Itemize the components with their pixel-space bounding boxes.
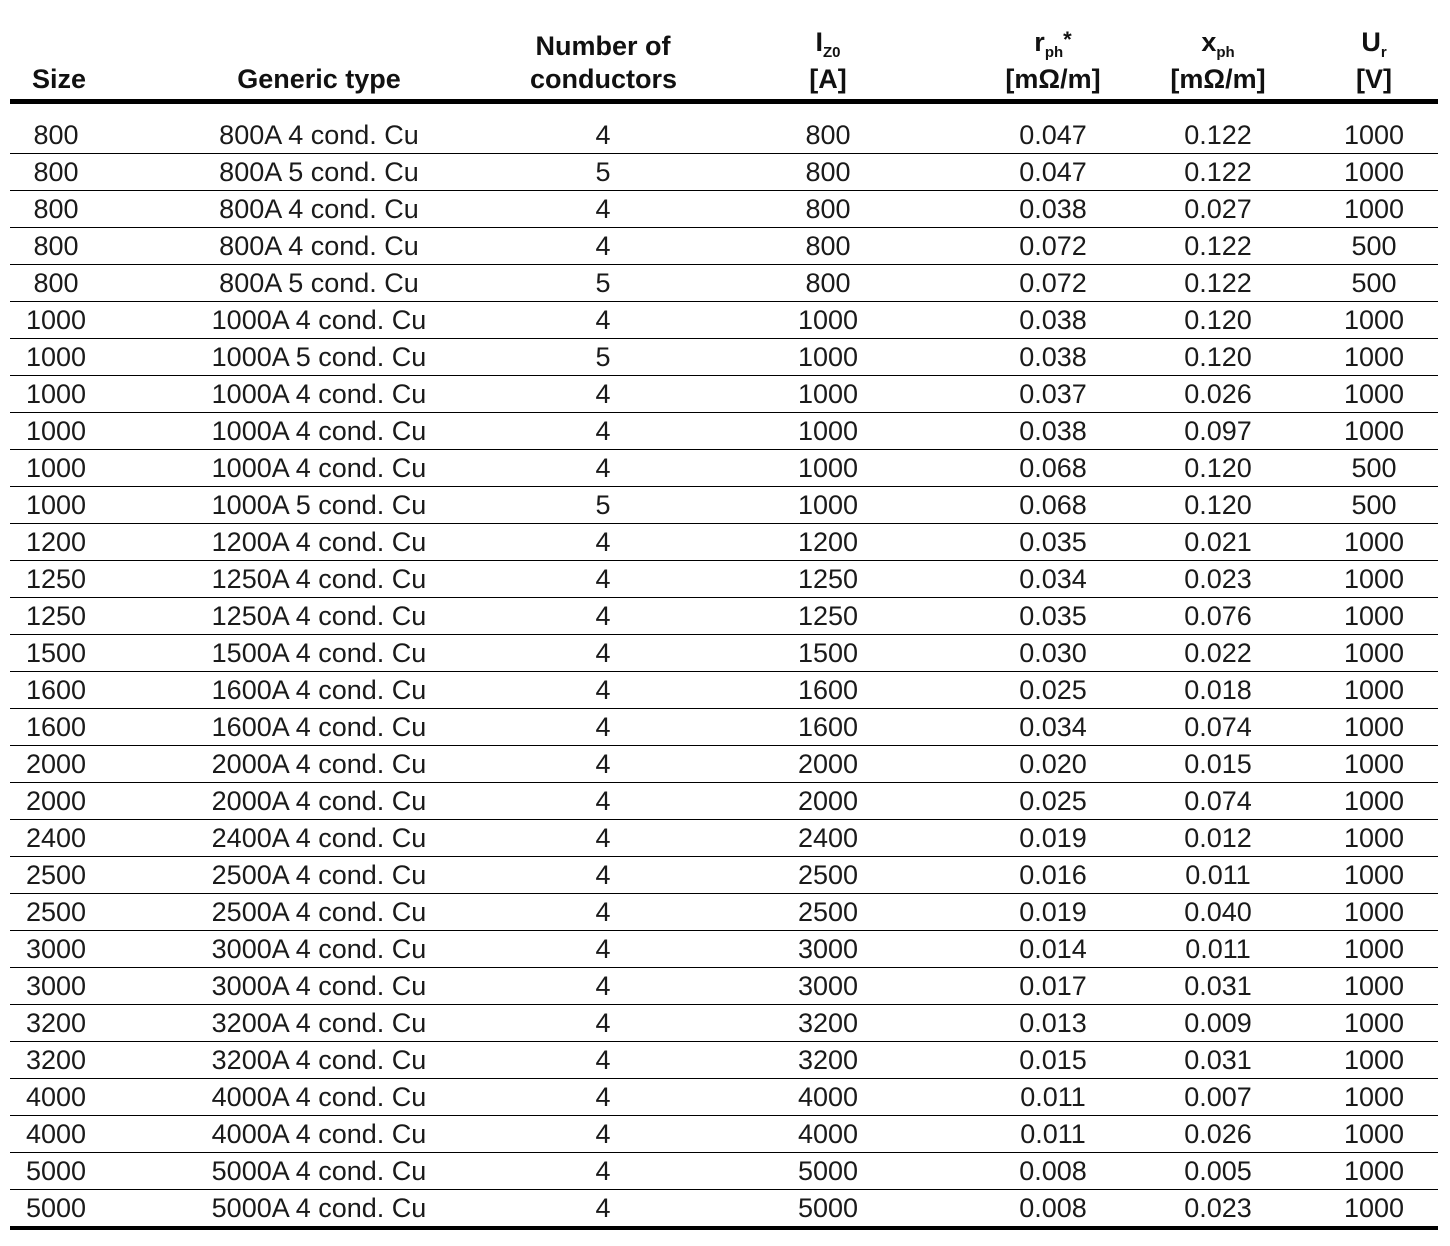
cell-xph: 0.031 [1126, 1042, 1310, 1079]
cell-number-of-conductors: 4 [530, 820, 676, 857]
cell-size: 800 [10, 117, 108, 154]
cell-ur: 1000 [1310, 1079, 1438, 1116]
cell-generic-type: 800A 4 cond. Cu [108, 117, 530, 154]
cell-number-of-conductors: 4 [530, 598, 676, 635]
cell-iz0: 3200 [676, 1042, 980, 1079]
header-xph-subscript: ph [1216, 44, 1235, 61]
cell-rph: 0.020 [980, 746, 1126, 783]
cell-size: 3000 [10, 968, 108, 1005]
table-row [10, 487, 1438, 524]
cell-ur: 500 [1310, 265, 1438, 302]
cell-generic-type: 1600A 4 cond. Cu [108, 672, 530, 709]
cell-xph: 0.007 [1126, 1079, 1310, 1116]
cell-xph: 0.022 [1126, 635, 1310, 672]
cell-size: 1600 [10, 672, 108, 709]
cell-size: 3200 [10, 1042, 108, 1079]
header-rph [980, 0, 1126, 102]
cell-number-of-conductors: 4 [530, 1005, 676, 1042]
cell-ur: 1000 [1310, 857, 1438, 894]
cell-number-of-conductors: 5 [530, 265, 676, 302]
cell-number-of-conductors: 4 [530, 450, 676, 487]
cell-xph: 0.011 [1126, 931, 1310, 968]
cell-number-of-conductors: 4 [530, 857, 676, 894]
cell-number-of-conductors: 4 [530, 191, 676, 228]
cell-iz0: 2000 [676, 746, 980, 783]
cell-ur: 500 [1310, 487, 1438, 524]
cell-size: 2400 [10, 820, 108, 857]
cell-size: 3200 [10, 1005, 108, 1042]
cell-rph: 0.068 [980, 487, 1126, 524]
cell-iz0: 2400 [676, 820, 980, 857]
cell-ur: 1000 [1310, 339, 1438, 376]
header-xph-unit: [mΩ/m] [1170, 64, 1266, 94]
cell-ur: 1000 [1310, 635, 1438, 672]
cell-iz0: 1000 [676, 376, 980, 413]
cell-xph: 0.122 [1126, 117, 1310, 154]
cell-iz0: 800 [676, 117, 980, 154]
table-row [10, 339, 1438, 376]
table-row [10, 191, 1438, 228]
cell-ur: 1000 [1310, 154, 1438, 191]
cell-iz0: 5000 [676, 1190, 980, 1229]
cell-rph: 0.072 [980, 228, 1126, 265]
cell-number-of-conductors: 4 [530, 746, 676, 783]
table-body [10, 102, 1438, 1229]
cell-number-of-conductors: 5 [530, 339, 676, 376]
busbar-data-table-container [10, 0, 1438, 1230]
table-row [10, 265, 1438, 302]
table-row [10, 117, 1438, 154]
cell-generic-type: 5000A 4 cond. Cu [108, 1153, 530, 1190]
cell-ur: 1000 [1310, 1116, 1438, 1153]
table-row [10, 1042, 1438, 1079]
cell-generic-type: 1600A 4 cond. Cu [108, 709, 530, 746]
cell-rph: 0.016 [980, 857, 1126, 894]
cell-iz0: 1000 [676, 450, 980, 487]
cell-rph: 0.008 [980, 1190, 1126, 1229]
cell-iz0: 800 [676, 228, 980, 265]
cell-iz0: 1600 [676, 672, 980, 709]
cell-xph: 0.074 [1126, 783, 1310, 820]
table-row [10, 746, 1438, 783]
cell-xph: 0.026 [1126, 376, 1310, 413]
cell-ur: 1000 [1310, 783, 1438, 820]
cell-generic-type: 800A 4 cond. Cu [108, 228, 530, 265]
cell-rph: 0.025 [980, 672, 1126, 709]
cell-ur: 1000 [1310, 117, 1438, 154]
table-row [10, 524, 1438, 561]
cell-size: 1200 [10, 524, 108, 561]
cell-xph: 0.120 [1126, 339, 1310, 376]
cell-size: 2000 [10, 783, 108, 820]
cell-number-of-conductors: 4 [530, 561, 676, 598]
cell-xph: 0.015 [1126, 746, 1310, 783]
cell-ur: 1000 [1310, 931, 1438, 968]
cell-generic-type: 1000A 4 cond. Cu [108, 413, 530, 450]
cell-number-of-conductors: 4 [530, 413, 676, 450]
cell-ur: 1000 [1310, 524, 1438, 561]
cell-size: 5000 [10, 1190, 108, 1229]
cell-iz0: 1600 [676, 709, 980, 746]
cell-rph: 0.068 [980, 450, 1126, 487]
header-iz0-subscript: Z0 [823, 44, 841, 61]
cell-ur: 1000 [1310, 376, 1438, 413]
cell-generic-type: 1000A 4 cond. Cu [108, 302, 530, 339]
cell-size: 3000 [10, 931, 108, 968]
cell-xph: 0.005 [1126, 1153, 1310, 1190]
table-row [10, 598, 1438, 635]
cell-number-of-conductors: 4 [530, 1190, 676, 1229]
cell-generic-type: 3000A 4 cond. Cu [108, 931, 530, 968]
cell-number-of-conductors: 4 [530, 1079, 676, 1116]
cell-size: 2000 [10, 746, 108, 783]
cell-size: 1000 [10, 302, 108, 339]
cell-iz0: 4000 [676, 1079, 980, 1116]
cell-rph: 0.035 [980, 524, 1126, 561]
table-row [10, 561, 1438, 598]
cell-rph: 0.047 [980, 117, 1126, 154]
cell-number-of-conductors: 4 [530, 117, 676, 154]
cell-xph: 0.026 [1126, 1116, 1310, 1153]
cell-xph: 0.122 [1126, 265, 1310, 302]
cell-xph: 0.076 [1126, 598, 1310, 635]
cell-iz0: 3000 [676, 968, 980, 1005]
cell-number-of-conductors: 4 [530, 931, 676, 968]
cell-rph: 0.037 [980, 376, 1126, 413]
cell-size: 2500 [10, 894, 108, 931]
table-row [10, 376, 1438, 413]
cell-generic-type: 1000A 5 cond. Cu [108, 339, 530, 376]
cell-rph: 0.015 [980, 1042, 1126, 1079]
cell-generic-type: 800A 4 cond. Cu [108, 191, 530, 228]
cell-size: 5000 [10, 1153, 108, 1190]
cell-xph: 0.011 [1126, 857, 1310, 894]
cell-generic-type: 4000A 4 cond. Cu [108, 1116, 530, 1153]
cell-rph: 0.072 [980, 265, 1126, 302]
table-row [10, 228, 1438, 265]
header-rph-asterisk: * [1063, 27, 1072, 52]
cell-iz0: 1250 [676, 598, 980, 635]
cell-size: 1250 [10, 561, 108, 598]
cell-size: 1000 [10, 339, 108, 376]
cell-ur: 1000 [1310, 191, 1438, 228]
cell-iz0: 1250 [676, 561, 980, 598]
cell-size: 800 [10, 228, 108, 265]
cell-ur: 1000 [1310, 672, 1438, 709]
cell-iz0: 3000 [676, 931, 980, 968]
cell-xph: 0.027 [1126, 191, 1310, 228]
cell-ur: 1000 [1310, 820, 1438, 857]
cell-size: 1600 [10, 709, 108, 746]
cell-xph: 0.122 [1126, 154, 1310, 191]
table-row [10, 968, 1438, 1005]
cell-iz0: 5000 [676, 1153, 980, 1190]
table-row [10, 709, 1438, 746]
cell-number-of-conductors: 5 [530, 487, 676, 524]
table-row [10, 820, 1438, 857]
cell-ur: 1000 [1310, 1153, 1438, 1190]
cell-xph: 0.012 [1126, 820, 1310, 857]
cell-generic-type: 2000A 4 cond. Cu [108, 783, 530, 820]
header-ur-unit: [V] [1356, 64, 1392, 94]
cell-generic-type: 2500A 4 cond. Cu [108, 894, 530, 931]
cell-ur: 1000 [1310, 746, 1438, 783]
cell-generic-type: 1500A 4 cond. Cu [108, 635, 530, 672]
cell-generic-type: 4000A 4 cond. Cu [108, 1079, 530, 1116]
table-row [10, 635, 1438, 672]
cell-ur: 1000 [1310, 1042, 1438, 1079]
cell-ur: 1000 [1310, 1005, 1438, 1042]
cell-number-of-conductors: 4 [530, 524, 676, 561]
cell-iz0: 1000 [676, 302, 980, 339]
cell-iz0: 1200 [676, 524, 980, 561]
cell-number-of-conductors: 4 [530, 635, 676, 672]
cell-number-of-conductors: 4 [530, 1153, 676, 1190]
cell-xph: 0.074 [1126, 709, 1310, 746]
cell-generic-type: 3000A 4 cond. Cu [108, 968, 530, 1005]
table-row [10, 154, 1438, 191]
cell-rph: 0.019 [980, 820, 1126, 857]
cell-size: 1000 [10, 450, 108, 487]
table-row [10, 450, 1438, 487]
cell-size: 800 [10, 265, 108, 302]
cell-ur: 1000 [1310, 413, 1438, 450]
cell-xph: 0.031 [1126, 968, 1310, 1005]
cell-rph: 0.011 [980, 1116, 1126, 1153]
header-rph-unit: [mΩ/m] [1005, 64, 1101, 94]
cell-xph: 0.097 [1126, 413, 1310, 450]
cell-size: 1000 [10, 413, 108, 450]
table-row [10, 783, 1438, 820]
table-header [10, 0, 1438, 102]
cell-iz0: 2500 [676, 894, 980, 931]
cell-generic-type: 800A 5 cond. Cu [108, 265, 530, 302]
cell-ur: 1000 [1310, 709, 1438, 746]
cell-size: 1000 [10, 376, 108, 413]
cell-number-of-conductors: 4 [530, 783, 676, 820]
cell-xph: 0.023 [1126, 1190, 1310, 1229]
cell-iz0: 2500 [676, 857, 980, 894]
cell-iz0: 1000 [676, 413, 980, 450]
cell-ur: 500 [1310, 228, 1438, 265]
cell-size: 800 [10, 154, 108, 191]
cell-xph: 0.023 [1126, 561, 1310, 598]
cell-iz0: 800 [676, 191, 980, 228]
cell-number-of-conductors: 4 [530, 672, 676, 709]
cell-size: 4000 [10, 1116, 108, 1153]
header-rph-symbol: r [1034, 27, 1045, 57]
table-row [10, 1005, 1438, 1042]
cell-size: 4000 [10, 1079, 108, 1116]
cell-xph: 0.021 [1126, 524, 1310, 561]
header-xph-symbol: x [1201, 27, 1217, 57]
cell-rph: 0.034 [980, 561, 1126, 598]
cell-xph: 0.040 [1126, 894, 1310, 931]
cell-rph: 0.019 [980, 894, 1126, 931]
header-size-label: Size [31, 64, 87, 94]
cell-rph: 0.038 [980, 191, 1126, 228]
cell-size: 1250 [10, 598, 108, 635]
cell-generic-type: 800A 5 cond. Cu [108, 154, 530, 191]
cell-xph: 0.009 [1126, 1005, 1310, 1042]
cell-generic-type: 3200A 4 cond. Cu [108, 1005, 530, 1042]
table-row [10, 1190, 1438, 1229]
cell-generic-type: 1000A 4 cond. Cu [108, 376, 530, 413]
busbar-data-table [10, 0, 1438, 1230]
cell-ur: 1000 [1310, 1190, 1438, 1229]
table-row [10, 894, 1438, 931]
cell-size: 2500 [10, 857, 108, 894]
cell-number-of-conductors: 4 [530, 376, 676, 413]
header-conductors-line1: Number of [535, 31, 671, 61]
cell-iz0: 800 [676, 265, 980, 302]
cell-generic-type: 2400A 4 cond. Cu [108, 820, 530, 857]
header-conductors-line2: conductors [530, 64, 678, 94]
table-row [10, 1079, 1438, 1116]
cell-generic-type: 1200A 4 cond. Cu [108, 524, 530, 561]
table-row [10, 1116, 1438, 1153]
cell-generic-type: 1250A 4 cond. Cu [108, 598, 530, 635]
cell-iz0: 2000 [676, 783, 980, 820]
header-xph [1126, 0, 1310, 102]
cell-iz0: 800 [676, 154, 980, 191]
header-spacer [10, 102, 1438, 118]
cell-xph: 0.120 [1126, 302, 1310, 339]
cell-ur: 500 [1310, 450, 1438, 487]
header-iz0-unit: [A] [809, 64, 847, 94]
cell-xph: 0.018 [1126, 672, 1310, 709]
header-ur [1310, 0, 1438, 102]
cell-rph: 0.017 [980, 968, 1126, 1005]
header-ur-symbol: U [1361, 27, 1381, 57]
table-row [10, 1153, 1438, 1190]
table-row [10, 413, 1438, 450]
cell-rph: 0.038 [980, 339, 1126, 376]
cell-iz0: 1000 [676, 487, 980, 524]
cell-iz0: 3200 [676, 1005, 980, 1042]
cell-xph: 0.120 [1126, 450, 1310, 487]
table-row [10, 857, 1438, 894]
cell-rph: 0.047 [980, 154, 1126, 191]
cell-ur: 1000 [1310, 598, 1438, 635]
cell-generic-type: 1250A 4 cond. Cu [108, 561, 530, 598]
cell-number-of-conductors: 4 [530, 968, 676, 1005]
cell-xph: 0.122 [1126, 228, 1310, 265]
cell-rph: 0.038 [980, 302, 1126, 339]
cell-rph: 0.034 [980, 709, 1126, 746]
cell-size: 800 [10, 191, 108, 228]
cell-rph: 0.014 [980, 931, 1126, 968]
header-row [10, 0, 1438, 102]
table-row [10, 931, 1438, 968]
spacer-cell [10, 102, 1438, 118]
cell-ur: 1000 [1310, 968, 1438, 1005]
header-ur-subscript: r [1380, 44, 1387, 61]
header-iz0 [676, 0, 980, 102]
cell-ur: 1000 [1310, 561, 1438, 598]
cell-number-of-conductors: 4 [530, 302, 676, 339]
header-rph-subscript: ph [1044, 44, 1064, 61]
cell-generic-type: 1000A 5 cond. Cu [108, 487, 530, 524]
cell-rph: 0.011 [980, 1079, 1126, 1116]
table-row [10, 672, 1438, 709]
header-generic-type-label: Generic type [237, 64, 401, 94]
cell-generic-type: 2500A 4 cond. Cu [108, 857, 530, 894]
cell-rph: 0.030 [980, 635, 1126, 672]
cell-rph: 0.008 [980, 1153, 1126, 1190]
header-generic-type [108, 0, 530, 102]
cell-size: 1000 [10, 487, 108, 524]
cell-number-of-conductors: 4 [530, 709, 676, 746]
cell-iz0: 1000 [676, 339, 980, 376]
cell-xph: 0.120 [1126, 487, 1310, 524]
header-number-of-conductors [530, 0, 676, 102]
header-iz0-symbol: I [815, 27, 823, 57]
cell-ur: 1000 [1310, 894, 1438, 931]
cell-size: 1500 [10, 635, 108, 672]
cell-generic-type: 1000A 4 cond. Cu [108, 450, 530, 487]
cell-number-of-conductors: 4 [530, 1042, 676, 1079]
cell-iz0: 4000 [676, 1116, 980, 1153]
cell-generic-type: 3200A 4 cond. Cu [108, 1042, 530, 1079]
header-size [10, 0, 108, 102]
cell-number-of-conductors: 4 [530, 228, 676, 265]
cell-ur: 1000 [1310, 302, 1438, 339]
cell-number-of-conductors: 5 [530, 154, 676, 191]
cell-rph: 0.038 [980, 413, 1126, 450]
cell-rph: 0.025 [980, 783, 1126, 820]
cell-number-of-conductors: 4 [530, 1116, 676, 1153]
cell-rph: 0.035 [980, 598, 1126, 635]
cell-number-of-conductors: 4 [530, 894, 676, 931]
cell-iz0: 1500 [676, 635, 980, 672]
cell-generic-type: 2000A 4 cond. Cu [108, 746, 530, 783]
cell-generic-type: 5000A 4 cond. Cu [108, 1190, 530, 1229]
cell-rph: 0.013 [980, 1005, 1126, 1042]
table-row [10, 302, 1438, 339]
